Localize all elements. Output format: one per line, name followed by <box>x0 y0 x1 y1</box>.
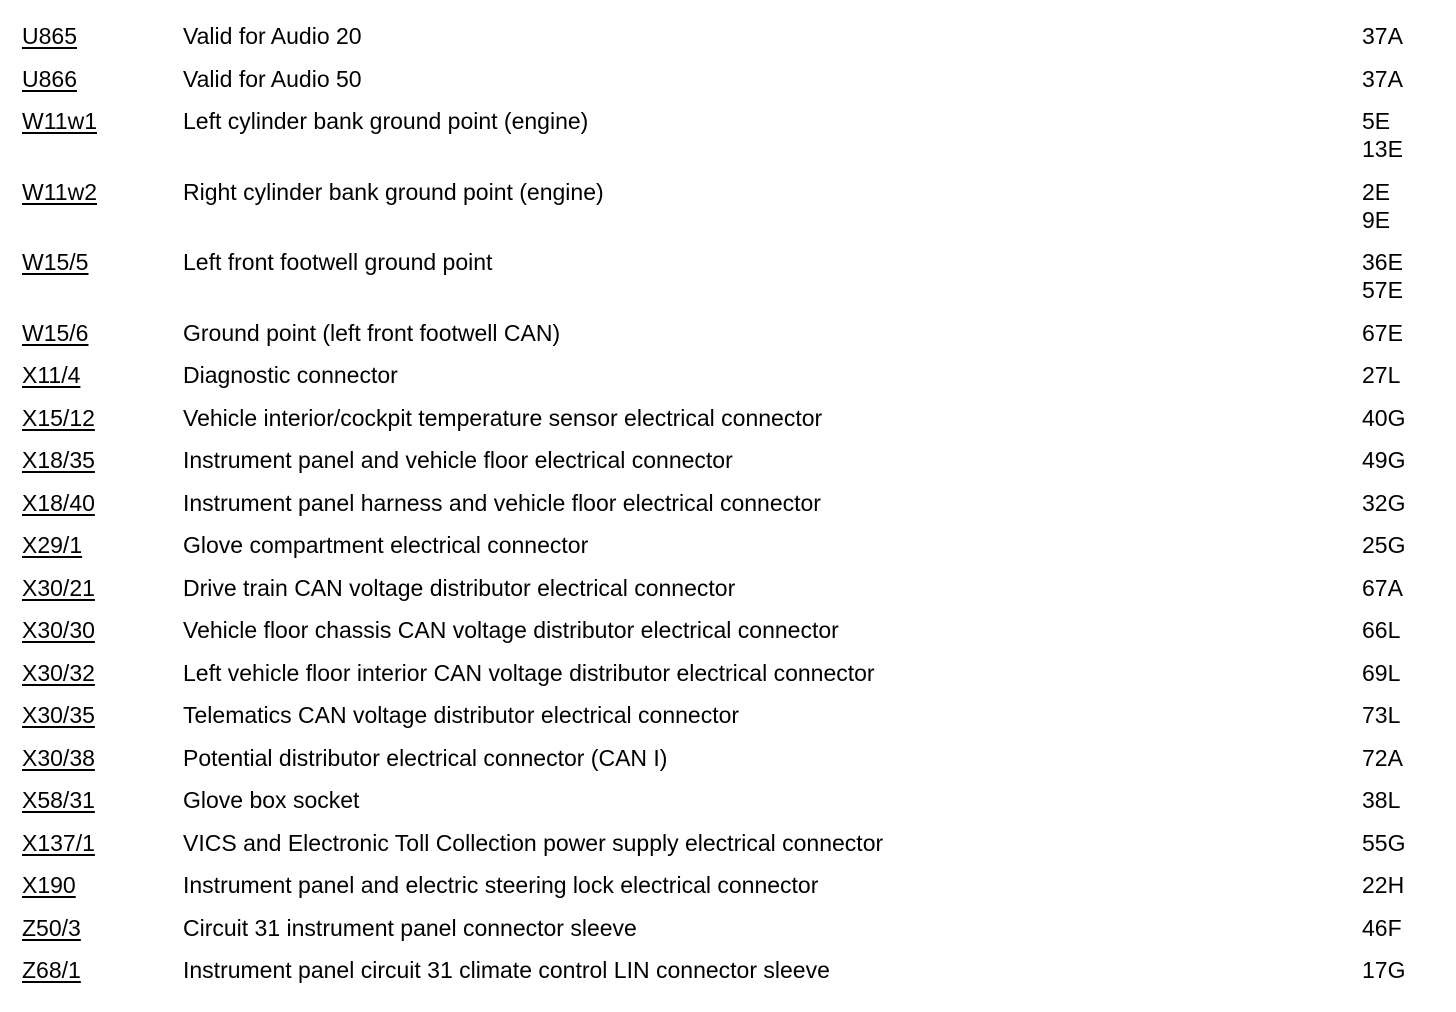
component-description: VICS and Electronic Toll Collection power supply electrical connector <box>183 829 884 856</box>
legend-row <box>22 178 1432 234</box>
grid-reference <box>1362 871 1432 899</box>
component-description: Circuit 31 instrument panel connector sleeve <box>183 914 637 941</box>
component-code-link[interactable]: X15/12 <box>22 404 95 431</box>
grid-reference <box>1362 361 1432 389</box>
grid-reference <box>1362 65 1432 93</box>
legend-row <box>22 744 1432 772</box>
component-code-link[interactable]: U865 <box>22 23 77 49</box>
legend-row <box>22 701 1432 729</box>
grid-reference-value: 25G <box>1362 532 1406 558</box>
component-description: Glove compartment electrical connector <box>183 532 589 558</box>
legend-row <box>22 248 1432 304</box>
grid-reference <box>1362 744 1432 772</box>
grid-reference-value: 49G <box>1362 447 1406 473</box>
grid-reference-value: 38L <box>1362 787 1401 813</box>
component-code-link[interactable]: W15/5 <box>22 249 89 275</box>
legend-row <box>22 871 1432 899</box>
grid-reference-value: 2E <box>1362 178 1391 205</box>
grid-reference-value: 27L <box>1362 362 1401 388</box>
component-code-link[interactable]: X137/1 <box>22 829 95 856</box>
grid-reference <box>1362 701 1432 729</box>
grid-reference-value: 5E <box>1362 108 1391 134</box>
grid-reference <box>1362 786 1432 814</box>
grid-reference-value: 37A <box>1362 65 1403 92</box>
component-description: Diagnostic connector <box>183 362 398 388</box>
component-description: Instrument panel and vehicle floor electrical connector <box>183 447 733 473</box>
grid-reference-value: 36E <box>1362 249 1403 275</box>
grid-reference <box>1362 107 1432 163</box>
grid-reference-value: 55G <box>1362 829 1406 856</box>
component-legend-list <box>22 22 1432 999</box>
component-description: Glove box socket <box>183 787 360 813</box>
grid-reference-value: 69L <box>1362 659 1401 686</box>
component-description: Instrument panel circuit 31 climate control LIN connector sleeve <box>183 957 830 983</box>
grid-reference-value: 37A <box>1362 23 1403 49</box>
legend-row <box>22 574 1432 602</box>
component-description: Left vehicle floor interior CAN voltage distributor electrical connector <box>183 659 875 686</box>
legend-row <box>22 786 1432 814</box>
grid-reference-value: 67E <box>1362 319 1403 346</box>
legend-row <box>22 404 1432 432</box>
legend-row <box>22 829 1432 857</box>
component-code-link[interactable]: X30/30 <box>22 617 95 643</box>
grid-reference-value: 72A <box>1362 744 1403 771</box>
component-code-link[interactable]: X58/31 <box>22 787 95 813</box>
component-description: Valid for Audio 50 <box>183 65 362 92</box>
component-code-link[interactable]: Z68/1 <box>22 957 81 983</box>
legend-row <box>22 65 1432 93</box>
legend-row <box>22 22 1432 50</box>
grid-reference <box>1362 616 1432 644</box>
component-code-link[interactable]: X30/35 <box>22 702 95 728</box>
grid-reference-value: 57E <box>1362 277 1403 303</box>
grid-reference-value: 40G <box>1362 404 1406 431</box>
component-code-link[interactable]: X29/1 <box>22 532 83 558</box>
legend-row <box>22 319 1432 347</box>
grid-reference <box>1362 22 1432 50</box>
grid-reference <box>1362 829 1432 857</box>
component-description: Potential distributor electrical connector (CAN I) <box>183 744 668 771</box>
component-description: Valid for Audio 20 <box>183 23 362 49</box>
component-code-link[interactable]: X30/32 <box>22 659 95 686</box>
grid-reference-value: 13E <box>1362 136 1403 162</box>
legend-row <box>22 956 1432 984</box>
component-description: Left front footwell ground point <box>183 249 493 275</box>
component-code-link[interactable]: X190 <box>22 872 76 898</box>
grid-reference-value: 17G <box>1362 957 1406 983</box>
grid-reference-value: 9E <box>1362 206 1391 233</box>
legend-row <box>22 361 1432 389</box>
grid-reference-value: 73L <box>1362 702 1401 728</box>
component-code-link[interactable]: X18/40 <box>22 489 95 516</box>
grid-reference <box>1362 914 1432 942</box>
component-description: Left cylinder bank ground point (engine) <box>183 108 589 134</box>
grid-reference <box>1362 531 1432 559</box>
component-code-link[interactable]: X30/38 <box>22 744 95 771</box>
grid-reference-value: 22H <box>1362 872 1405 898</box>
legend-row <box>22 659 1432 687</box>
legend-row <box>22 489 1432 517</box>
grid-reference <box>1362 574 1432 602</box>
component-description: Vehicle floor chassis CAN voltage distributor electrical connector <box>183 617 839 643</box>
grid-reference <box>1362 446 1432 474</box>
component-code-link[interactable]: W11w2 <box>22 178 97 205</box>
grid-reference <box>1362 489 1432 517</box>
component-description: Right cylinder bank ground point (engine) <box>183 178 604 205</box>
component-code-link[interactable]: U866 <box>22 65 77 92</box>
grid-reference <box>1362 956 1432 984</box>
grid-reference-value: 67A <box>1362 574 1403 601</box>
legend-row <box>22 531 1432 559</box>
component-description: Instrument panel harness and vehicle floor electrical connector <box>183 489 821 516</box>
grid-reference <box>1362 659 1432 687</box>
component-code-link[interactable]: W15/6 <box>22 319 89 346</box>
component-description: Drive train CAN voltage distributor electrical connector <box>183 574 736 601</box>
grid-reference <box>1362 178 1432 234</box>
legend-row <box>22 446 1432 474</box>
component-code-link[interactable]: Z50/3 <box>22 914 81 941</box>
grid-reference-value: 32G <box>1362 489 1406 516</box>
component-description: Telematics CAN voltage distributor electrical connector <box>183 702 740 728</box>
grid-reference <box>1362 319 1432 347</box>
legend-row <box>22 914 1432 942</box>
grid-reference-value: 46F <box>1362 914 1402 941</box>
grid-reference-value: 66L <box>1362 617 1401 643</box>
component-description: Ground point (left front footwell CAN) <box>183 319 561 346</box>
grid-reference <box>1362 404 1432 432</box>
component-code-link[interactable]: X30/21 <box>22 574 95 601</box>
component-description: Instrument panel and electric steering lock electrical connector <box>183 872 819 898</box>
component-code-link[interactable]: X11/4 <box>22 362 81 388</box>
component-code-link[interactable]: X18/35 <box>22 447 95 473</box>
legend-row <box>22 107 1432 163</box>
component-code-link[interactable]: W11w1 <box>22 108 97 134</box>
component-description: Vehicle interior/cockpit temperature sensor electrical connector <box>183 404 823 431</box>
legend-row <box>22 616 1432 644</box>
grid-reference <box>1362 248 1432 304</box>
